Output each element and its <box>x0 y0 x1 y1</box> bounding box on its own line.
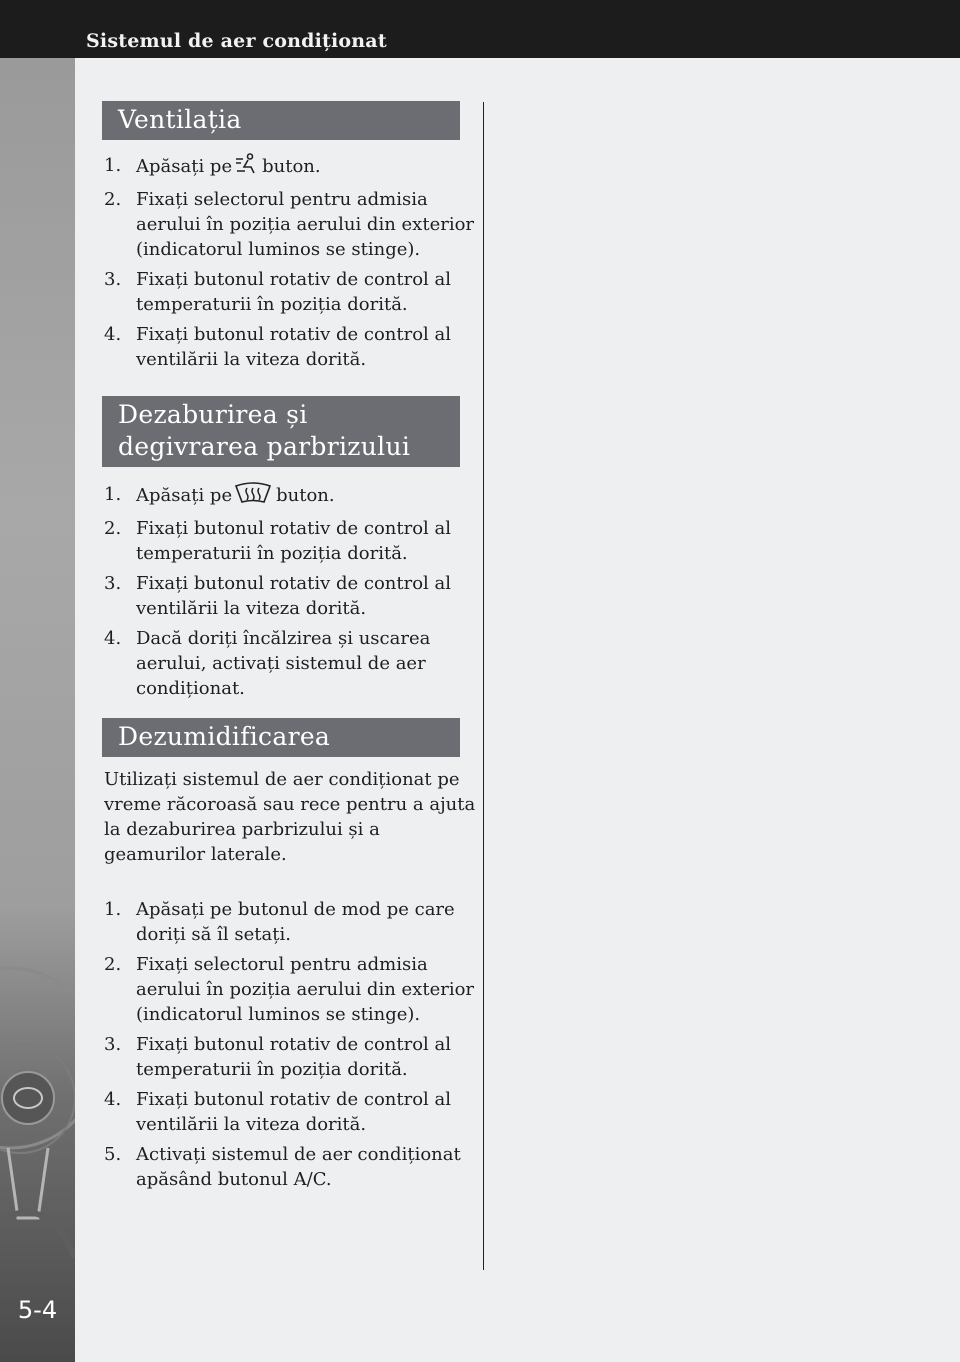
column-divider <box>483 102 484 1270</box>
list-item: 4. Fixați butonul rotativ de control al ventilării la viteza dorită. <box>104 324 452 370</box>
list-item: 3. Fixați butonul rotativ de control al temperaturii în poziția dorită. <box>104 269 452 315</box>
chapter-title: Sistemul de aer condiționat <box>86 30 387 52</box>
ventilation-mode-icon <box>234 153 258 182</box>
dehumidification-steps <box>104 897 476 1197</box>
section-heading-ventilation: Ventilația <box>102 101 460 140</box>
list-item: 1. Apăsați pe buton. <box>104 482 476 511</box>
list-item: 3. Fixați butonul rotativ de control al temperaturii în poziția dorită. <box>104 1034 452 1080</box>
page-number: 5-4 <box>17 1296 58 1324</box>
dehumidification-intro: Utilizați sistemul de aer condiționat pe vreme răcoroasă sau rece pentru a ajuta la dezaburirea parbrizului și a geamurilor laterale. <box>104 769 476 865</box>
list-item: 1. Apăsați pe buton. <box>104 153 476 182</box>
sidebar-decoration <box>0 58 75 1362</box>
list-item: 1. Apăsați pe butonul de mod pe care doriți să îl setați. <box>104 899 455 945</box>
ventilation-steps <box>104 153 476 377</box>
section-heading-dehumidification: Dezumidificarea <box>102 718 460 757</box>
section-heading-defrosting: Dezaburirea și degivrarea parbrizului <box>102 396 460 467</box>
list-item: 3. Fixați butonul rotativ de control al ventilării la viteza dorită. <box>104 573 452 619</box>
windshield-defroster-icon <box>234 482 272 511</box>
list-item: 2. Fixați selectorul pentru admisia aerului în poziția aerului din exterior (indicatorul luminos se stinge). <box>104 954 475 1025</box>
steering-wheel-illustration <box>0 58 75 1362</box>
list-item: 2. Fixați selectorul pentru admisia aerului în poziția aerului din exterior (indicatorul luminos se stinge). <box>104 189 475 260</box>
list-item: 4. Fixați butonul rotativ de control al ventilării la viteza dorită. <box>104 1089 452 1135</box>
list-item: 5. Activați sistemul de aer condiționat apăsând butonul A/C. <box>104 1144 461 1190</box>
defrosting-steps <box>104 482 476 706</box>
list-item: 2. Fixați butonul rotativ de control al temperaturii în poziția dorită. <box>104 518 452 564</box>
list-item: 4. Dacă doriți încălzirea și uscarea aerului, activați sistemul de aer condiționat. <box>104 628 431 699</box>
header-bar <box>0 0 960 58</box>
